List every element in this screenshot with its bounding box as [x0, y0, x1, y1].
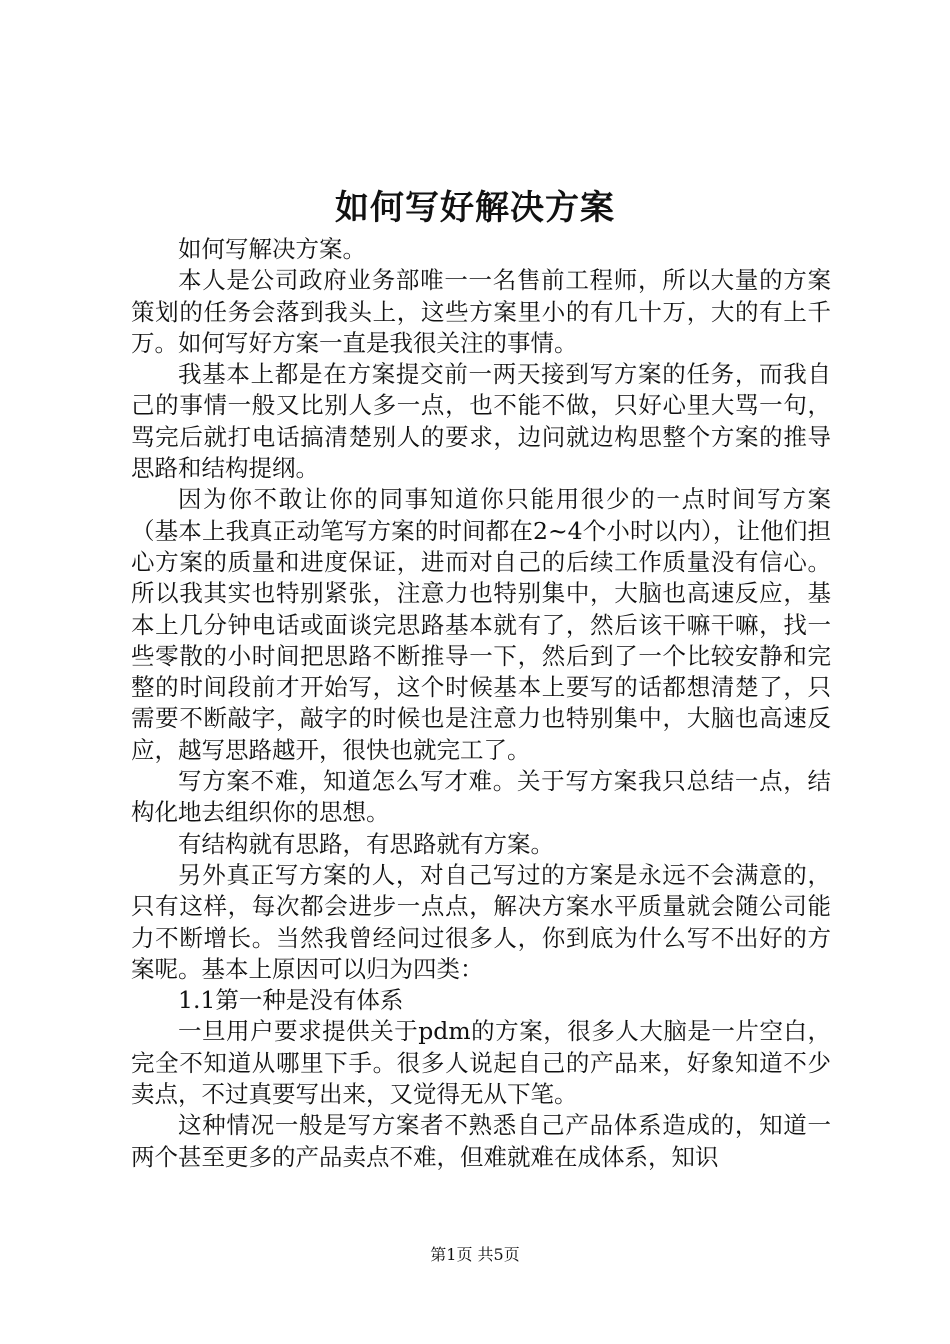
- document-title: 如何写好解决方案: [335, 188, 615, 228]
- paragraph: 另外真正写方案的人，对自己写过的方案是永远不会满意的，只有这样，每次都会进步一点点，解决方案水平质量就会随公司能力不断增长。当然我曾经问过很多人，你到底为什么写不出好的方案呢。基本上原因可以归为四类：: [131, 860, 831, 983]
- paragraph: 本人是公司政府业务部唯一一名售前工程师，所以大量的方案策划的任务会落到我头上，这些方案里小的有几十万，大的有上千万。如何写好方案一直是我很关注的事情。: [131, 266, 831, 357]
- paragraph: 如何写解决方案。: [178, 235, 366, 263]
- paragraph: 因为你不敢让你的同事知道你只能用很少的一点时间写方案（基本上我真正动笔写方案的时间都在2~4个小时以内），让他们担心方案的质量和进度保证，进而对自己的后续工作质量没有信心。所以我其实也特别紧张，注意力也特别集中，大脑也高速反应，基本上几分钟电话或面谈完思路基本就有了，然后该干嘛干嘛，找一些零散的小时间把思路不断推导一下，然后到了一个比较安静和完整的时间段前才开始写，这个时候基本上要写的话都想清楚了，只需要不断敲字，敲字的时候也是注意力也特别集中，大脑也高速反应，越写思路越开，很快也就完工了。: [131, 485, 831, 764]
- document-body: [131, 234, 831, 1173]
- paragraph: 我基本上都是在方案提交前一两天接到写方案的任务，而我自己的事情一般又比别人多一点，也不能不做，只好心里大骂一句，骂完后就打电话搞清楚别人的要求，边问就边构思整个方案的推导思路和结构提纲。: [131, 360, 831, 483]
- paragraph: 有结构就有思路，有思路就有方案。: [178, 829, 554, 858]
- section-heading: 1.1第一种是没有体系: [178, 986, 404, 1015]
- page-footer: 第1页 共5页: [430, 1245, 520, 1264]
- paragraph: 这种情况一般是写方案者不熟悉自己产品体系造成的，知道一两个甚至更多的产品卖点不难，但难就难在成体系，知识: [131, 1111, 831, 1171]
- paragraph: 一旦用户要求提供关于pdm的方案，很多人大脑是一片空白，完全不知道从哪里下手。很多人说起自己的产品来，好象知道不少卖点，不过真要写出来，又觉得无从下笔。: [131, 1017, 831, 1109]
- paragraph: 写方案不难，知道怎么写才难。关于写方案我只总结一点，结构化地去组织你的思想。: [131, 767, 831, 827]
